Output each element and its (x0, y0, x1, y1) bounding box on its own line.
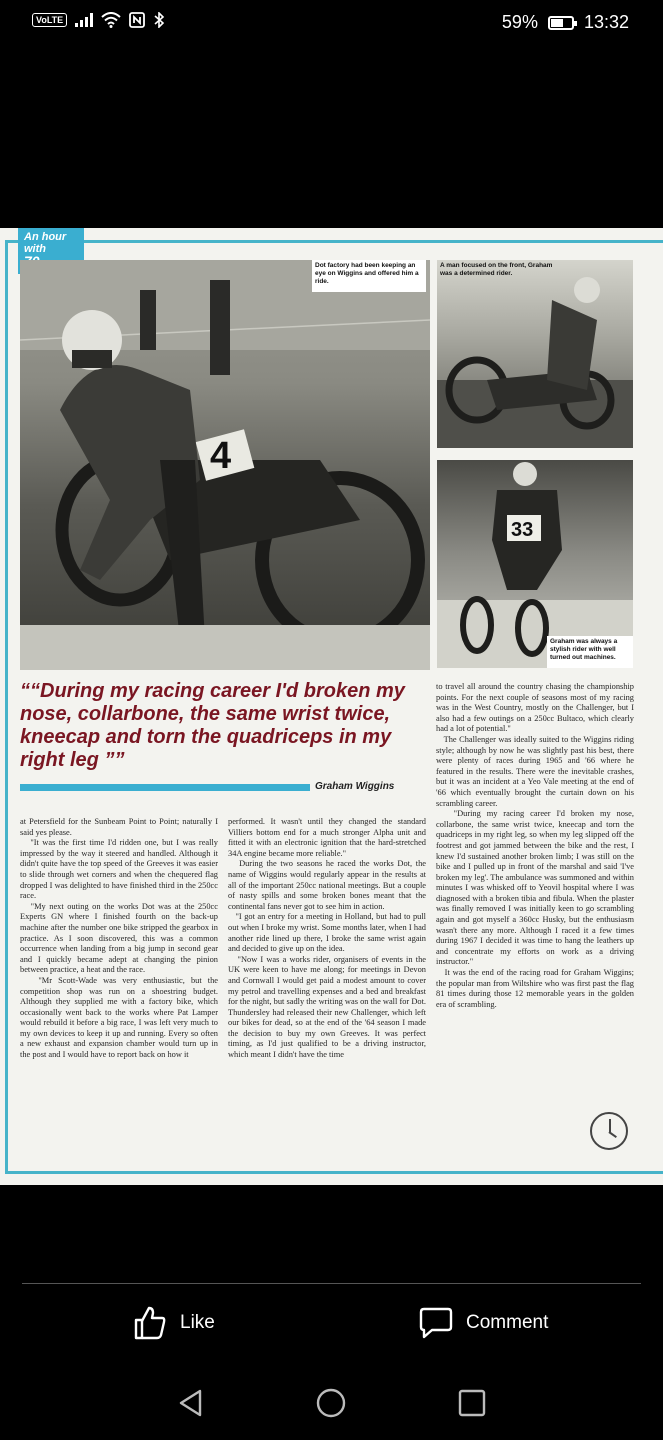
recent-square-icon (457, 1388, 487, 1418)
action-divider (22, 1283, 641, 1284)
battery-percent: 59% (501, 12, 538, 32)
speech-bubble-icon (418, 1305, 454, 1341)
rider-silhouette-illustration (20, 260, 430, 670)
comment-button[interactable] (418, 1305, 548, 1341)
pull-quote-text: During my racing career I'd broken my nose, collarbone, the same wrist twice, kneecap and torn the quadriceps in my right leg (20, 680, 405, 771)
column-3-text (436, 682, 634, 1009)
status-bar (0, 0, 663, 48)
back-button[interactable] (174, 1386, 208, 1420)
nfc-icon (129, 12, 145, 28)
article-column-1 (20, 817, 218, 1061)
article-paragraph: "Now I was a works rider, organisers of events in the UK were keen to have me along; for meetings in Devon and Cornwall I would get paid a modest amount to cover my petrol and travelling expenses and a bed and breakfast for the night, but sadly the writing was on the wall for Dot. Thundersley had released their new Challenger, which left our bikes for dead, so at the end of the '64 season I made the decision to buy my own Greeves. It was perfect timing, as I'd just qualified to be a driving instructor, which meant I didn't have the time (228, 954, 426, 1060)
back-triangle-icon (176, 1388, 206, 1418)
article-column-2 (228, 817, 426, 1061)
article-paragraph: "My next outing on the works Dot was at the 250cc Experts GN where I finished fourth on the back-up machine after the number one bike stripped the gearbox in practice. As I soon discovered, this was a common occurrence when landing from a big jump in second gear and I quickly became adept at changing the pinion between practice, a heat and the race. (20, 901, 218, 975)
column-2-text (228, 817, 426, 1059)
article-paragraph: to travel all around the country chasing the championship points. For the next couple of seasons most of my racing was in the West Country, mostly on the Challenger, but I also had a few outings on a 250cc Bultaco, which clearly had a lot of potential." (436, 682, 634, 734)
rider-wheelie-illustration (437, 260, 633, 448)
pull-quote (20, 680, 405, 772)
comment-label: Comment (466, 1312, 549, 1333)
battery-fill (551, 19, 563, 27)
navigation-bar (0, 1362, 663, 1440)
status-left (32, 12, 165, 28)
article-paragraph: performed. It wasn't until they changed the standard Villiers bottom end for a much stronger Alpha unit and fitted it with an electronic ignition that the hard-stretched 34A engine became more reliable." (228, 817, 426, 858)
article-paragraph: "It was the first time I'd ridden one, but I was really impressed by the way it steered and handled. Although it didn't quite have the top speed of the Greeves it was easier to slide through wet corners and when the chequered flag dropped I was delighted to have finished third in the 250cc race. (20, 838, 218, 901)
status-right (502, 12, 629, 33)
article-paragraph: "During my racing career I'd broken my nose, collarbone, the same wrist twice, kneecap and torn the quadriceps in my right leg, so when my leg slipped off the footrest and got jammed between the bike and the rest, I knew I'd sustained another broken limb; I was still on the bike and I pulled up in front of the marshal and said 'I've broken my leg'. The ambulance was summoned and within minutes I was whisked off to Yeovil hospital where I was diagnosed with a broken tibia and fibula. When the plaster was finally removed I was initially keen to go scrambling again and got myself a 360cc Husky, but the enthusiasm wasn't there any more. Although I raced it a few times during 1967 I decided it was time to hang the leathers up and concentrate my efforts on work as a driving instructor." (436, 809, 634, 967)
like-label: Like (180, 1312, 215, 1333)
thumbs-up-icon (132, 1305, 168, 1341)
article-paragraph: It was the end of the racing road for Graham Wiggins; the popular man from Wiltshire who was first past the flag 81 times during those 12 memorable years in the golden era of scrambling. (436, 968, 634, 1009)
signal-icon (75, 13, 93, 27)
battery-icon (548, 16, 574, 30)
top-right-caption: A man focused on the front, Graham was a determined rider. (440, 262, 553, 277)
home-circle-icon (315, 1387, 347, 1419)
svg-text:33: 33 (511, 519, 534, 541)
clock-icon (590, 1112, 628, 1150)
article-paragraph: The Challenger was ideally suited to the Wiggins riding style; although by now he was slightly past his best, there were plenty of races during 1965 and '66 where he featured in the results. There were the inevitable crashes, but it was an incident at a Yeo Vale meeting at the end of '66 which eventually brought the curtain down on his scrambling career. (436, 734, 634, 808)
wifi-icon (101, 12, 121, 28)
recent-apps-button[interactable] (455, 1386, 489, 1420)
quote-bar (20, 784, 310, 791)
close-quote-mark: ”” (104, 749, 125, 771)
article-paragraph: During the two seasons he raced the works Dot, the name of Wiggins would regularly appear in the results at all of the important 250cc national meetings. But a couple of nasty spills and some broken bones meant that the continental fans never got to see him in action. (228, 859, 426, 911)
home-button[interactable] (314, 1386, 348, 1420)
article-paragraph: "Mr Scott-Wade was very enthusiastic, but the competition shop was run on a shoestring budget. Although they supplied me with a factory bike, which occasionally went back to the works where Pat Lamper would rebuild it before a big race, I was left very much to my own devices to keep it up and running. Every so often a new exhaust and expansion chamber would turn up in the post and I would have to report back on how it (20, 975, 218, 1060)
column-1-text (20, 817, 218, 1059)
main-photo-rider-cornering (20, 260, 430, 670)
volte-badge: VoLTE (32, 13, 67, 27)
tag-line1: An hour (24, 231, 67, 243)
open-quote-mark: ““ (20, 680, 40, 702)
bottom-right-photo-rider-33 (437, 460, 633, 668)
tag-line2: with (24, 243, 46, 255)
bottom-right-caption: Graham was always a stylish rider with well turned out machines. (547, 636, 633, 668)
clock-time: 13:32 (583, 12, 629, 32)
like-button[interactable] (132, 1305, 215, 1341)
article-paragraph: "I got an entry for a meeting in Holland, but had to pull out when I broke my wrist. Some months later, when I had another ride lined up there, I broke the same wrist again and decided to give up on the idea. (228, 912, 426, 954)
main-photo-caption: Dot factory had been keeping an eye on Wiggins and offered him a ride. (312, 260, 426, 292)
quote-author: Graham Wiggins (315, 781, 395, 792)
bluetooth-icon (153, 12, 165, 28)
svg-text:4: 4 (210, 435, 232, 477)
article-column-3 (436, 682, 634, 1010)
article-paragraph: at Petersfield for the Sunbeam Point to Point; naturally I said yes please. (20, 817, 218, 837)
magazine-page-image[interactable] (0, 228, 663, 1185)
top-right-photo-rider-wheelie (437, 260, 633, 448)
